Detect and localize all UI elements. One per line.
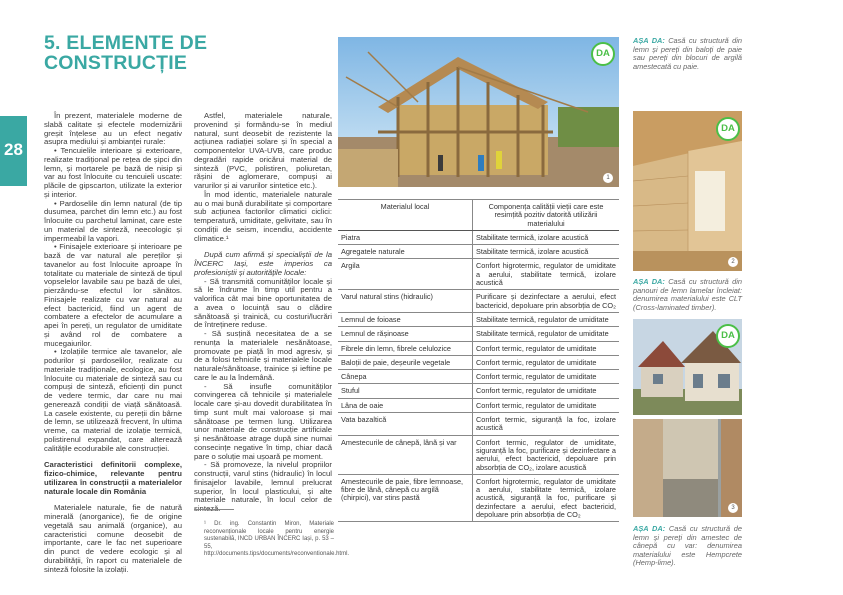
material-cell: Piatra — [338, 230, 473, 244]
footnote: ¹ Dr. ing. Constantin Miron, Materiale reconvenționale locale pentru energie sustenabilă, INCD URBAN ÎNCERC Iași, p. 53 – 55, http://documents.tips/documents/reconventionale.html. — [204, 521, 350, 558]
table-header-benefit: Componența calității vieții care este resimțită pozitiv datorită utilizării materialului — [473, 200, 620, 231]
material-cell: Agregatele naturale — [338, 245, 473, 259]
table-row — [338, 327, 619, 341]
footnote-rule — [194, 509, 234, 510]
table-row — [338, 259, 619, 290]
material-cell: Amestecurile de cânepă, lână și var — [338, 435, 473, 474]
table-row — [338, 290, 619, 313]
photo-hempcrete-house — [633, 319, 742, 415]
benefit-cell: Stabilitate termică, regulator de umiditate — [473, 312, 620, 326]
table-row — [338, 341, 619, 355]
section-heading: Caracteristici definitorii complexe, fizico-chimice, relevante pentru utilizarea în construcții a materialelor naturale locale din România — [44, 460, 182, 496]
photo-timber-straw-house — [338, 37, 619, 187]
table-row — [338, 355, 619, 369]
caption-lead: AȘA DA: — [633, 524, 666, 533]
benefit-cell: Confort termic, regulator de umiditate — [473, 355, 620, 369]
table-row — [338, 312, 619, 326]
material-cell: Amestecurile de paie, fibre lemnoase, fibre de lână, cânepă cu argilă (chirpici), var stins pastă — [338, 474, 473, 521]
benefit-cell: Confort termic, regulator de umiditate — [473, 398, 620, 412]
benefit-cell: Purificare și dezinfectare a aerului, efect bactericid, depoluare prin absorbția de CO₂ — [473, 290, 620, 313]
paragraph: - Să susțină necesitatea de a se renunța la materialele nesănătoase, promovate pe piață în mod agresiv, și de a folosi tehnicile și materialele locale naturale/sănătoase, trainice și ieftine pe care le au la îndemână. — [194, 329, 332, 382]
table-header-material: Materialul local — [338, 200, 473, 231]
caption-photo-2 — [633, 278, 742, 312]
caption-text: Casă cu structură din lemn și pereți din baloți de paie sau pereți din blocuri de argilă amestecată cu paie. — [633, 36, 742, 71]
material-cell: Lâna de oaie — [338, 398, 473, 412]
material-cell: Cânepa — [338, 370, 473, 384]
material-cell: Lemnul de rășinoase — [338, 327, 473, 341]
hempcrete-wall-image — [633, 419, 742, 517]
photo-number: 1 — [603, 173, 613, 183]
paragraph: • Finisajele exterioare și interioare pe bază de var natural ale pereților și tavanelor au fost înlocuite aproape în totalitate cu materiale de sinteză de tipul vopselelor lavabile sau pe bază de ulei, pierzându-se efectul lor sănătos. Finisajele realizate cu var natural au efect bactericid, fiind un agent de combatere a efectelor de acumulare a apei în pereți, un regulator de umiditate și având rol de combatere a mucegaiurilor. — [44, 242, 182, 348]
caption-text: Casă cu structură de lemn și pereți din amestec de cânepă cu var: denumirea materialului este Hempcrete (Hemp-lime). — [633, 524, 742, 567]
caption-photo-3 — [633, 525, 742, 568]
paragraph: • Tencuielile interioare și exterioare, realizate tradițional pe rețea de șipci din lemn, și mortarele pe bază de nisip și var au fost înlocuite cu tencuieli uscate: plăcile de gipscarton, utilizate la exterior și interior. — [44, 146, 182, 199]
benefit-cell: Confort higrotermic, regulator de umiditate a aerului, stabilitate termică, izolare acustică — [473, 259, 620, 290]
photo-clt-interior — [633, 111, 742, 271]
caption-lead: AȘA DA: — [633, 277, 665, 286]
paragraph: După cum afirmă și specialiștii de la ÎNCERC Iași, este imperios ca profesioniștii și autoritățile locale: — [194, 250, 332, 277]
paragraph: • Pardoselile din lemn natural (de tip dusumea, parchet din lemn etc.) au fost înlocuite cu parchetul laminat, care este un material de sinteză, neecologic și impermeabil la vapori. — [44, 198, 182, 243]
benefit-cell: Confort higrotermic, regulator de umiditate a aerului, stabilitate termică, izolare acustică, siguranță la foc, purificare și dezinfectare a aerului, efect bactericid, depoluare prin absorbția de CO₂ — [473, 474, 620, 521]
page-number: 28 — [4, 140, 23, 159]
benefit-cell: Stabilitate termică, izolare acustică — [473, 230, 620, 244]
benefit-cell: Confort termic, regulator de umiditate — [473, 341, 620, 355]
photo-hempcrete-wall — [633, 419, 742, 517]
page-number-tab — [0, 116, 27, 186]
paragraph: - Să transmită comunităților locale și să le îndrume în timp util pentru a valorifica cât mai bine oportunitatea de a avea o locuință sau o clădire sănătoasă și trainică, cu costuri/lucrări de întreținere reduse. — [194, 276, 332, 330]
table-row — [338, 384, 619, 398]
benefit-cell: Confort termic, regulator de umiditate, siguranță la foc, purificare și dezinfectare a aerului, efect bactericid, depoluare prin absorbția de CO₂, izolare acustică — [473, 435, 620, 474]
material-cell: Baloții de paie, deșeurile vegetale — [338, 355, 473, 369]
text-column-2 — [194, 112, 332, 514]
paragraph: - Să insufle comunităților convingerea că tehnicile și materialele locale care și-au dovedit durabilitatea în timp sunt mult mai valoroase și mai sănătoase pe termen lung. Utilizarea unor materiale de construcție artificiale și nesănătoase atrage după sine numai consecințe negative în timp, chiar dacă pare o soluție mai ușoară pe moment. — [194, 381, 332, 461]
table-row — [338, 474, 619, 521]
table-row — [338, 370, 619, 384]
photo-number: 3 — [728, 503, 738, 513]
table-header-row — [338, 200, 619, 231]
benefit-cell: Confort termic, regulator de umiditate — [473, 370, 620, 384]
table-row — [338, 245, 619, 259]
material-cell: Argila — [338, 259, 473, 290]
approved-badge-icon: DA — [716, 324, 740, 348]
photo-number: 2 — [728, 257, 738, 267]
page-title: 5. ELEMENTE DE CONSTRUCȚIE — [44, 32, 208, 74]
material-cell: Vata bazaltică — [338, 413, 473, 436]
caption-photo-1 — [633, 37, 742, 71]
approved-badge-icon: DA — [591, 42, 615, 66]
table-row — [338, 398, 619, 412]
table-row — [338, 413, 619, 436]
paragraph: Materialele naturale, fie de natură minerală (anorganice), fie de origine vegetală sau animală (organice), au caracteristici comune deosebit de importante, care le fac net superioare din punct de vedere ecologic și al durabilității, în raport cu materialele de sinteză folosite la izolații. — [44, 503, 182, 574]
approved-badge-icon: DA — [716, 117, 740, 141]
paragraph: În mod identic, materialele naturale au o mai bună durabilitate și comportare sub acțiunea factorilor climatici ciclici: temperatură, umiditate, gelivitate, sau în condiții de seism, incendiu, accidente climatice.¹ — [194, 189, 332, 243]
table-row — [338, 230, 619, 244]
material-cell: Lemnul de foioase — [338, 312, 473, 326]
paragraph: - Să promoveze, la nivelul propriilor construcții, varul stins (hidraulic) în locul finisajelor lavabile, lemnul prelucrat superior, în locul plasticului, și alte materiale naturale, în locul celor de sinteză. — [194, 460, 332, 513]
benefit-cell: Stabilitate termică, regulator de umiditate — [473, 327, 620, 341]
paragraph: • Izolațiile termice ale tavanelor, ale podurilor și pardoselilor, realizate cu materiale tradiționale, ecologice, au fost înlocuite cu materiale de sinteză sau cu compuși de sinteză, eficienți din punct de vedere termic, dar care nu mai generează condiții de viață sănătoasă. La casele existente, cu pereții din bârne de lemn, se utilizează frecvent, în ultima vreme, ca material de izolație termică, polistirenul expandat, care alterează calitățile ecodurabile ale construcției. — [44, 347, 182, 453]
paragraph: Astfel, materialele naturale, provenind și formându-se în mediul natural, sunt deosebit de rezistente la acțiunea radiației solare și în special a componentelor UVA-UVB, care produc degradări rapide oricărui material de sinteză (PVC, polistiren, poliuretan, rășini de aglomerare, compuși ai varurilor și ai varurilor sintetice etc.). — [194, 111, 332, 190]
text-column-1 — [44, 112, 182, 574]
material-cell: Fibrele din lemn, fibrele celulozice — [338, 341, 473, 355]
material-cell: Stuful — [338, 384, 473, 398]
materials-table — [338, 199, 619, 522]
material-cell: Varul natural stins (hidraulic) — [338, 290, 473, 313]
benefit-cell: Confort termic, siguranță la foc, izolare acustică — [473, 413, 620, 436]
caption-text: Casă cu structură din panouri de lemn lamelar încleiat: denumirea materialului este CLT (Cross-laminated timber). — [633, 277, 742, 312]
table-row — [338, 435, 619, 474]
caption-lead: AȘA DA: — [633, 36, 665, 45]
construction-site-image — [338, 37, 619, 187]
paragraph: În prezent, materialele moderne de slabă calitate și efectele modernizării greșit înțelese au un efect negativ asupra mediului și ambianței rurale: — [44, 111, 182, 147]
benefit-cell: Stabilitate termică, izolare acustică — [473, 245, 620, 259]
benefit-cell: Confort termic, regulator de umiditate — [473, 384, 620, 398]
